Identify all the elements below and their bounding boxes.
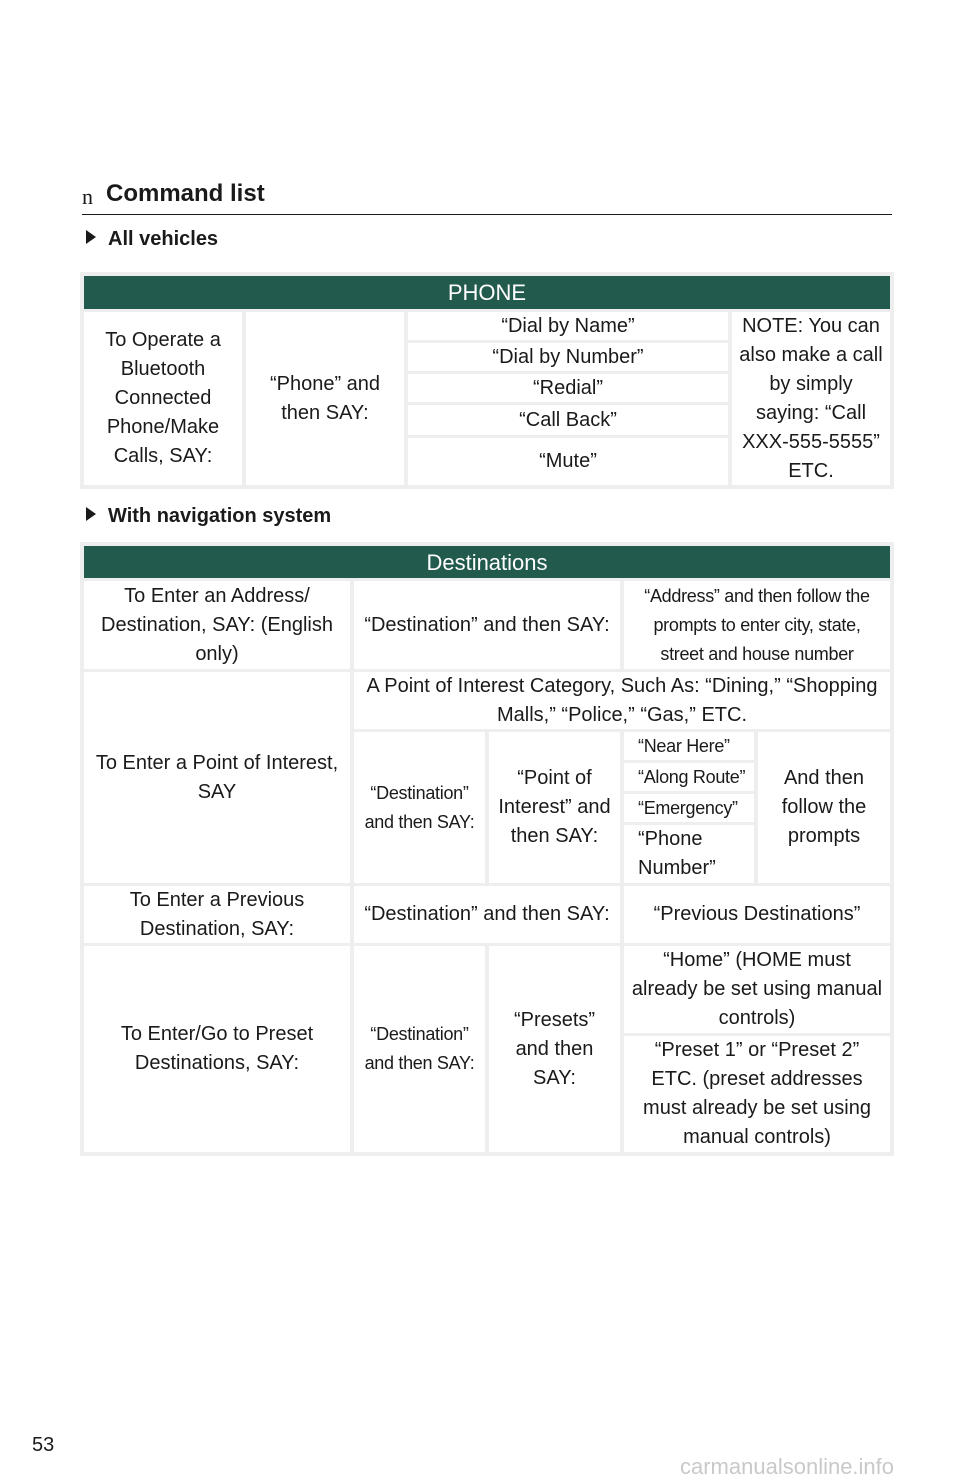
presets-then-say: “Presets” and then SAY: (489, 946, 620, 1152)
home-command: “Home” (HOME must already be set using manual controls) (624, 946, 890, 1033)
command-dial-by-name: “Dial by Name” (408, 312, 728, 340)
poi-destination-then: “Destination” and then SAY: (354, 732, 485, 883)
destinations-table (80, 542, 894, 1156)
poi-option-phone-number: “Phone Number” (624, 825, 754, 883)
command-call-back: “Call Back” (408, 405, 728, 435)
page-number: 53 (32, 1434, 55, 1456)
poi-follow-prompts: And then follow the prompts (758, 732, 890, 883)
poi-option-along-route: “Along Route” (624, 763, 754, 791)
previous-command: “Previous Destinations” (624, 886, 890, 943)
triangle-icon (86, 507, 96, 521)
poi-then-say: “Point of Interest” and then SAY: (489, 732, 620, 883)
preset-destination-then: “Destination” and then SAY: (354, 946, 485, 1152)
address-command: “Address” and then follow the prompts to enter city, state, street and house number (624, 581, 890, 669)
poi-category: A Point of Interest Category, Such As: “Dining,” “Shopping Malls,” “Police,” “Gas,” ETC. (354, 672, 890, 729)
address-label: To Enter an Address/ Destination, SAY: (English only) (84, 581, 350, 669)
command-redial: “Redial” (408, 374, 728, 402)
address-destination-then: “Destination” and then SAY: (354, 581, 620, 669)
command-mute: “Mute” (408, 438, 728, 485)
subheading-all-vehicles: All vehicles (86, 228, 218, 251)
subheading-navigation: With navigation system (86, 505, 331, 528)
destinations-table-header: Destinations (84, 546, 890, 578)
phone-note: NOTE: You can also make a call by simply saying: “Call XXX-555-5555” ETC. (732, 312, 890, 485)
triangle-icon (86, 230, 96, 244)
poi-option-emergency: “Emergency” (624, 794, 754, 822)
operate-label: To Operate a Bluetooth Connected Phone/Make Calls, SAY: (84, 312, 242, 485)
preset-label: To Enter/Go to Preset Destinations, SAY: (84, 946, 350, 1152)
section-bullet: n (82, 184, 93, 209)
previous-destination-then: “Destination” and then SAY: (354, 886, 620, 943)
poi-option-near-here: “Near Here” (624, 732, 754, 760)
section-title-text: Command list (106, 180, 265, 207)
poi-label: To Enter a Point of Interest, SAY (84, 672, 350, 883)
phone-table (80, 272, 894, 489)
command-dial-by-number: “Dial by Number” (408, 343, 728, 371)
section-title (82, 178, 892, 215)
phone-table-header: PHONE (84, 276, 890, 309)
preset-command: “Preset 1” or “Preset 2” ETC. (preset addresses must already be set using manual controls) (624, 1036, 890, 1152)
phone-then-say: “Phone” and then SAY: (246, 312, 404, 485)
previous-label: To Enter a Previous Destination, SAY: (84, 886, 350, 943)
footer-watermark: carmanualsonline.info (680, 1454, 895, 1479)
